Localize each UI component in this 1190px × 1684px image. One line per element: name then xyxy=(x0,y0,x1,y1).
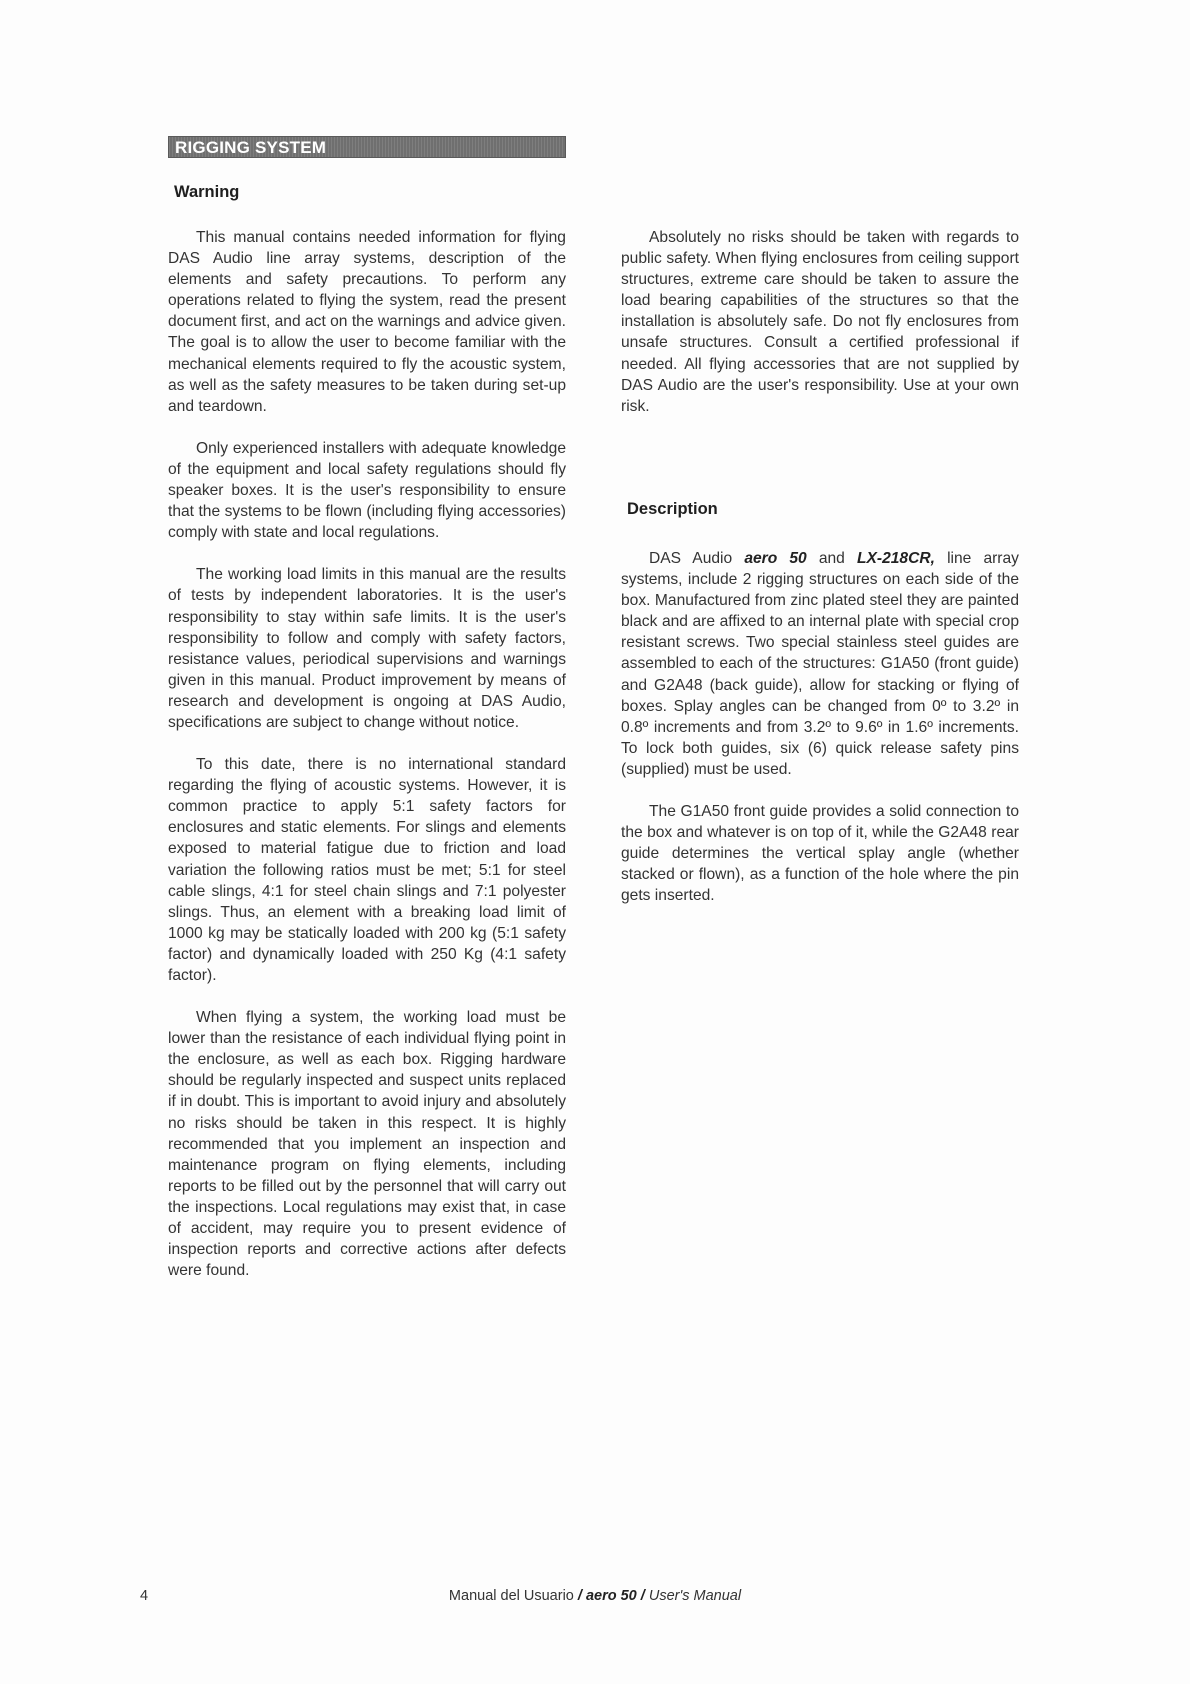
description-paragraph-1-rest: line array systems, include 2 rigging structures on each side of the box. Manufactured from zinc plated steel they are painted black and are affixed to an internal plate with special crop resistant screws. Two special stainless steel guides are assembled to each of the structures: G1A50 (front guide) and G2A48 (back guide), allow for stacking or flying of boxes. Splay angles can be changed from 0º to 3.2º in 0.8º increments and from 3.2º to 9.6º in 1.6º increments. To lock both guides, six (6) quick release safety pins (supplied) must be used. xyxy=(621,550,1019,778)
left-column xyxy=(168,227,566,1281)
conjunction-text: and xyxy=(818,550,845,567)
warning-paragraph-2: Only experienced installers with adequate knowledge of the equipment and local safety regulations should fly speaker boxes. It is the user's responsibility to ensure that the systems to be flown (including flying accessories) comply with state and local regulations. xyxy=(168,439,566,542)
section-title-bar xyxy=(168,136,566,158)
right-column-top xyxy=(621,227,1019,417)
right-column-description xyxy=(621,548,1019,907)
warning-paragraph-5: When flying a system, the working load must be lower than the resistance of each individual flying point in the enclosure, as well as each box. Rigging hardware should be regularly inspected and suspect units replaced if in doubt. This is important to avoid injury and absolutely no risks should be taken in this respect. It is highly recommended that you implement an inspection and maintenance program on flying elements, including reports to be filled out by the personnel that will carry out the inspections. Local regulations may exist that, in case of accident, may require you to present evidence of inspection reports and corrective actions after defects were found. xyxy=(168,1009,566,1280)
warning-paragraph-4: To this date, there is no international standard regarding the flying of acoustic systems. However, it is common practice to apply 5:1 safety factors for enclosures and static elements. For slings and elements exposed to material fatigue due to friction and load variation the following ratios must be met; 5:1 for steel cable slings, 4:1 for steel chain slings and 7:1 polyester slings. Thus, an element with a breaking load limit of 1000 kg may be statically loaded with 200 kg (5:1 safety factor) and dynamically loaded with 250 Kg (4:1 safety factor). xyxy=(168,756,566,984)
model-aero-50: aero 50 xyxy=(744,550,807,567)
brand-name: DAS Audio xyxy=(649,550,733,567)
warning-paragraph-3: The working load limits in this manual are the results of tests by independent laboratories. It is the user's responsibility to stay within safe limits. It is the user's responsibility to follow and comply with safety factors, resistance values, periodical supervisions and warnings given in this manual. Product improvement by means of research and development is ongoing at DAS Audio, specifications are subject to change without notice. xyxy=(168,566,566,731)
model-lx-218cr: LX-218CR, xyxy=(856,550,935,567)
footer-separator-1: / xyxy=(573,1588,586,1604)
footer-manual-es: Manual del Usuario xyxy=(448,1588,574,1604)
warning-heading: Warning xyxy=(174,183,240,201)
public-safety-paragraph: Absolutely no risks should be taken with regards to public safety. When flying enclosures from ceiling support structures, extreme care should be taken to assure the load bearing capabilities of the structures so that the installation is absolutely safe. Do not fly enclosures from unsafe structures. Consult a certified professional if needed. All flying accessories that are not supplied by DAS Audio are the user's responsibility. Use at your own risk. xyxy=(621,229,1019,415)
description-paragraph-1 xyxy=(621,548,1019,780)
footer-separator-2: / xyxy=(636,1588,649,1604)
page-number: 4 xyxy=(140,1588,149,1604)
footer-model: aero 50 xyxy=(585,1588,637,1604)
description-heading: Description xyxy=(627,500,718,518)
description-paragraph-2: The G1A50 front guide provides a solid connection to the box and whatever is on top of it, while the G2A48 rear guide determines the vertical splay angle (whether stacked or flown), as a function of the hole where the pin gets inserted. xyxy=(621,803,1019,905)
footer-manual-en: User's Manual xyxy=(648,1588,742,1604)
warning-paragraph-1: This manual contains needed information for flying DAS Audio line array systems, description of the elements and safety precautions. To perform any operations related to flying the system, read the present document first, and act on the warnings and advice given. The goal is to allow the user to become familiar with the mechanical elements required to fly the acoustic system, as well as the safety measures to be taken during set-up and teardown. xyxy=(168,229,566,415)
footer-manual-title xyxy=(0,1588,1190,1604)
section-title: RIGGING SYSTEM xyxy=(175,138,327,157)
